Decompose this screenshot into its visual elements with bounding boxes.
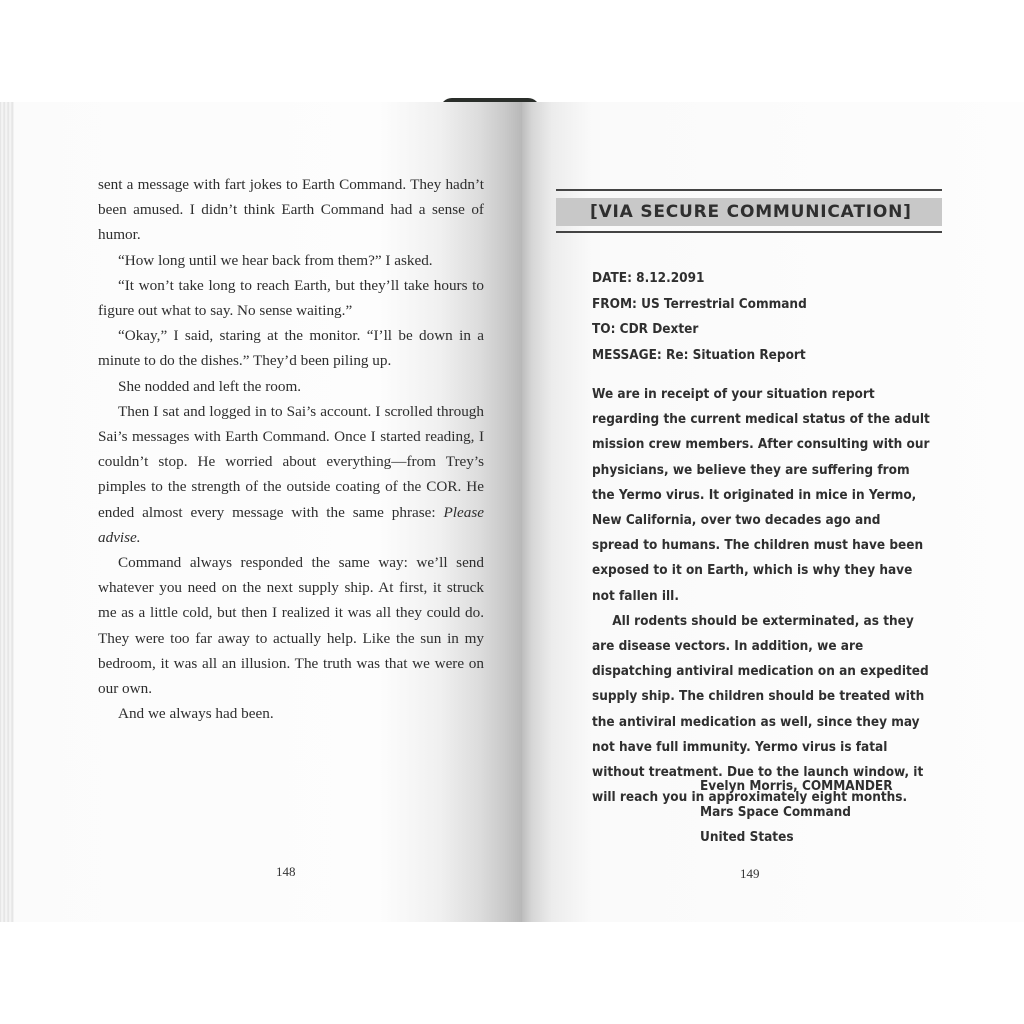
paragraph-6-text: Then I sat and logged in to Sai’s account. I scrolled through Sai’s messages with Earth Command. Once I started reading, I couldn’t stop. He worried about everything—from Trey’s pimples to the strength of the outside coating of the COR. He ended almost every message with the same phrase: bbox=[98, 402, 484, 521]
paragraph-5: She nodded and left the room. bbox=[118, 377, 302, 395]
memo-subject: MESSAGE: Re: Situation Report bbox=[592, 347, 806, 363]
paragraph-3: “It won’t take long to reach Earth, but they’ll take hours to figure out what to say. No sense waiting.” bbox=[98, 276, 484, 320]
paragraph-2: “How long until we hear back from them?” I asked. bbox=[118, 251, 433, 269]
signature-name: Evelyn Morris, COMMANDER bbox=[700, 779, 893, 794]
memo-headers bbox=[592, 266, 905, 368]
paragraph-7: Command always responded the same way: we’ll send whatever you need on the next supply ship. At first, it struck me as a little cold, but then I realized it was all they could do. They were too far away to actually help. Like the sun in my bedroom, it was all an illusion. The truth was that we were on our own. bbox=[98, 554, 484, 698]
banner-top-rule bbox=[556, 189, 942, 191]
memo-to: TO: CDR Dexter bbox=[592, 322, 699, 337]
memo-paragraph-1: We are in receipt of your situation report regarding the current medical status of the adult mission crew members. After consulting with our physicians, we believe they are suffering from the Yermo virus. It originated in mice in Yermo, New California, over two decades ago and spread to humans. The children must have been exposed to it on Earth, which is why they have not fallen ill. bbox=[592, 387, 930, 604]
memo-paragraph-2: All rodents should be exterminated, as they are disease vectors. In addition, we are dispatching antiviral medication on an expedited supply ship. The children should be treated with the antiviral medication as well, since they may not have full immunity. Yermo virus is fatal without treatment. Due to the launch window, it will reach you in approximately eight months. bbox=[592, 613, 929, 806]
memo-from: FROM: US Terrestrial Command bbox=[592, 296, 807, 312]
paragraph-6-emphasis: Please advise. bbox=[98, 503, 484, 546]
paragraph-4: “Okay,” I said, staring at the monitor. “I’ll be down in a minute to do the dishes.” They’d been piling up. bbox=[98, 327, 484, 370]
page-edges bbox=[0, 102, 14, 922]
memo-signature bbox=[700, 774, 1013, 851]
banner-bottom-rule bbox=[556, 231, 942, 233]
signature-org: Mars Space Command bbox=[700, 804, 851, 820]
signature-country: United States bbox=[700, 830, 794, 845]
right-page-number: 149 bbox=[740, 866, 760, 881]
left-page-body bbox=[98, 172, 484, 726]
left-page-number: 148 bbox=[276, 864, 296, 879]
secure-communication-banner: [VIA SECURE COMMUNICATION] bbox=[556, 198, 942, 226]
memo-message bbox=[592, 382, 931, 810]
memo-date: DATE: 8.12.2091 bbox=[592, 271, 705, 286]
paragraph-1: sent a message with fart jokes to Earth Command. They hadn’t been amused. I didn’t think Earth Command had a sense of humor. bbox=[98, 176, 484, 244]
paragraph-8: And we always had been. bbox=[118, 705, 274, 723]
paragraph-6 bbox=[98, 399, 484, 550]
